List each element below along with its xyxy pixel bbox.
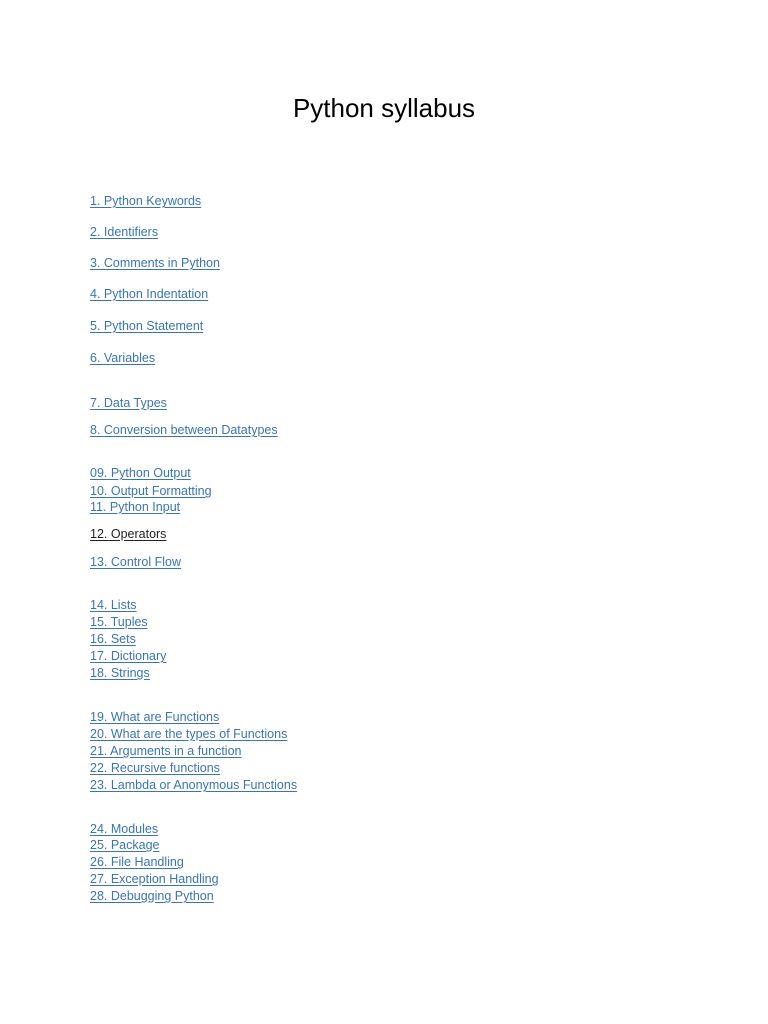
link-python-output[interactable]: 09. Python Output xyxy=(90,466,191,480)
link-variables[interactable]: 6. Variables xyxy=(90,351,156,365)
link-python-input[interactable]: 11. Python Input xyxy=(90,500,181,514)
link-tuples[interactable]: 15. Tuples xyxy=(90,615,148,629)
link-arguments-in-a-function[interactable]: 21. Arguments in a function xyxy=(90,744,242,758)
link-conversion-between-datatypes[interactable]: 8. Conversion between Datatypes xyxy=(90,423,278,437)
link-package[interactable]: 25. Package xyxy=(90,838,160,852)
link-python-indentation[interactable]: 4. Python Indentation xyxy=(90,287,209,301)
link-data-types[interactable]: 7. Data Types xyxy=(90,396,167,410)
link-python-keywords[interactable]: 1. Python Keywords xyxy=(90,194,202,208)
link-strings[interactable]: 18. Strings xyxy=(90,666,150,680)
link-control-flow[interactable]: 13. Control Flow xyxy=(90,555,182,569)
page-title: Python syllabus xyxy=(292,93,476,123)
link-file-handling[interactable]: 26. File Handling xyxy=(90,855,184,869)
link-types-of-functions[interactable]: 20. What are the types of Functions xyxy=(90,727,288,741)
link-debugging-python[interactable]: 28. Debugging Python xyxy=(90,889,214,903)
link-what-are-functions[interactable]: 19. What are Functions xyxy=(90,710,220,724)
link-comments-in-python[interactable]: 3. Comments in Python xyxy=(90,256,220,270)
link-python-statement[interactable]: 5. Python Statement xyxy=(90,319,204,333)
link-dictionary[interactable]: 17. Dictionary xyxy=(90,649,167,663)
link-identifiers[interactable]: 2. Identifiers xyxy=(90,225,159,239)
link-sets[interactable]: 16. Sets xyxy=(90,632,136,646)
link-operators[interactable]: 12. Operators xyxy=(90,527,167,541)
link-modules[interactable]: 24. Modules xyxy=(90,822,159,836)
link-exception-handling[interactable]: 27. Exception Handling xyxy=(90,872,219,886)
link-lists[interactable]: 14. Lists xyxy=(90,598,137,612)
link-lambda-functions[interactable]: 23. Lambda or Anonymous Functions xyxy=(90,778,298,792)
link-output-formatting[interactable]: 10. Output Formatting xyxy=(90,484,212,498)
link-recursive-functions[interactable]: 22. Recursive functions xyxy=(90,761,220,775)
